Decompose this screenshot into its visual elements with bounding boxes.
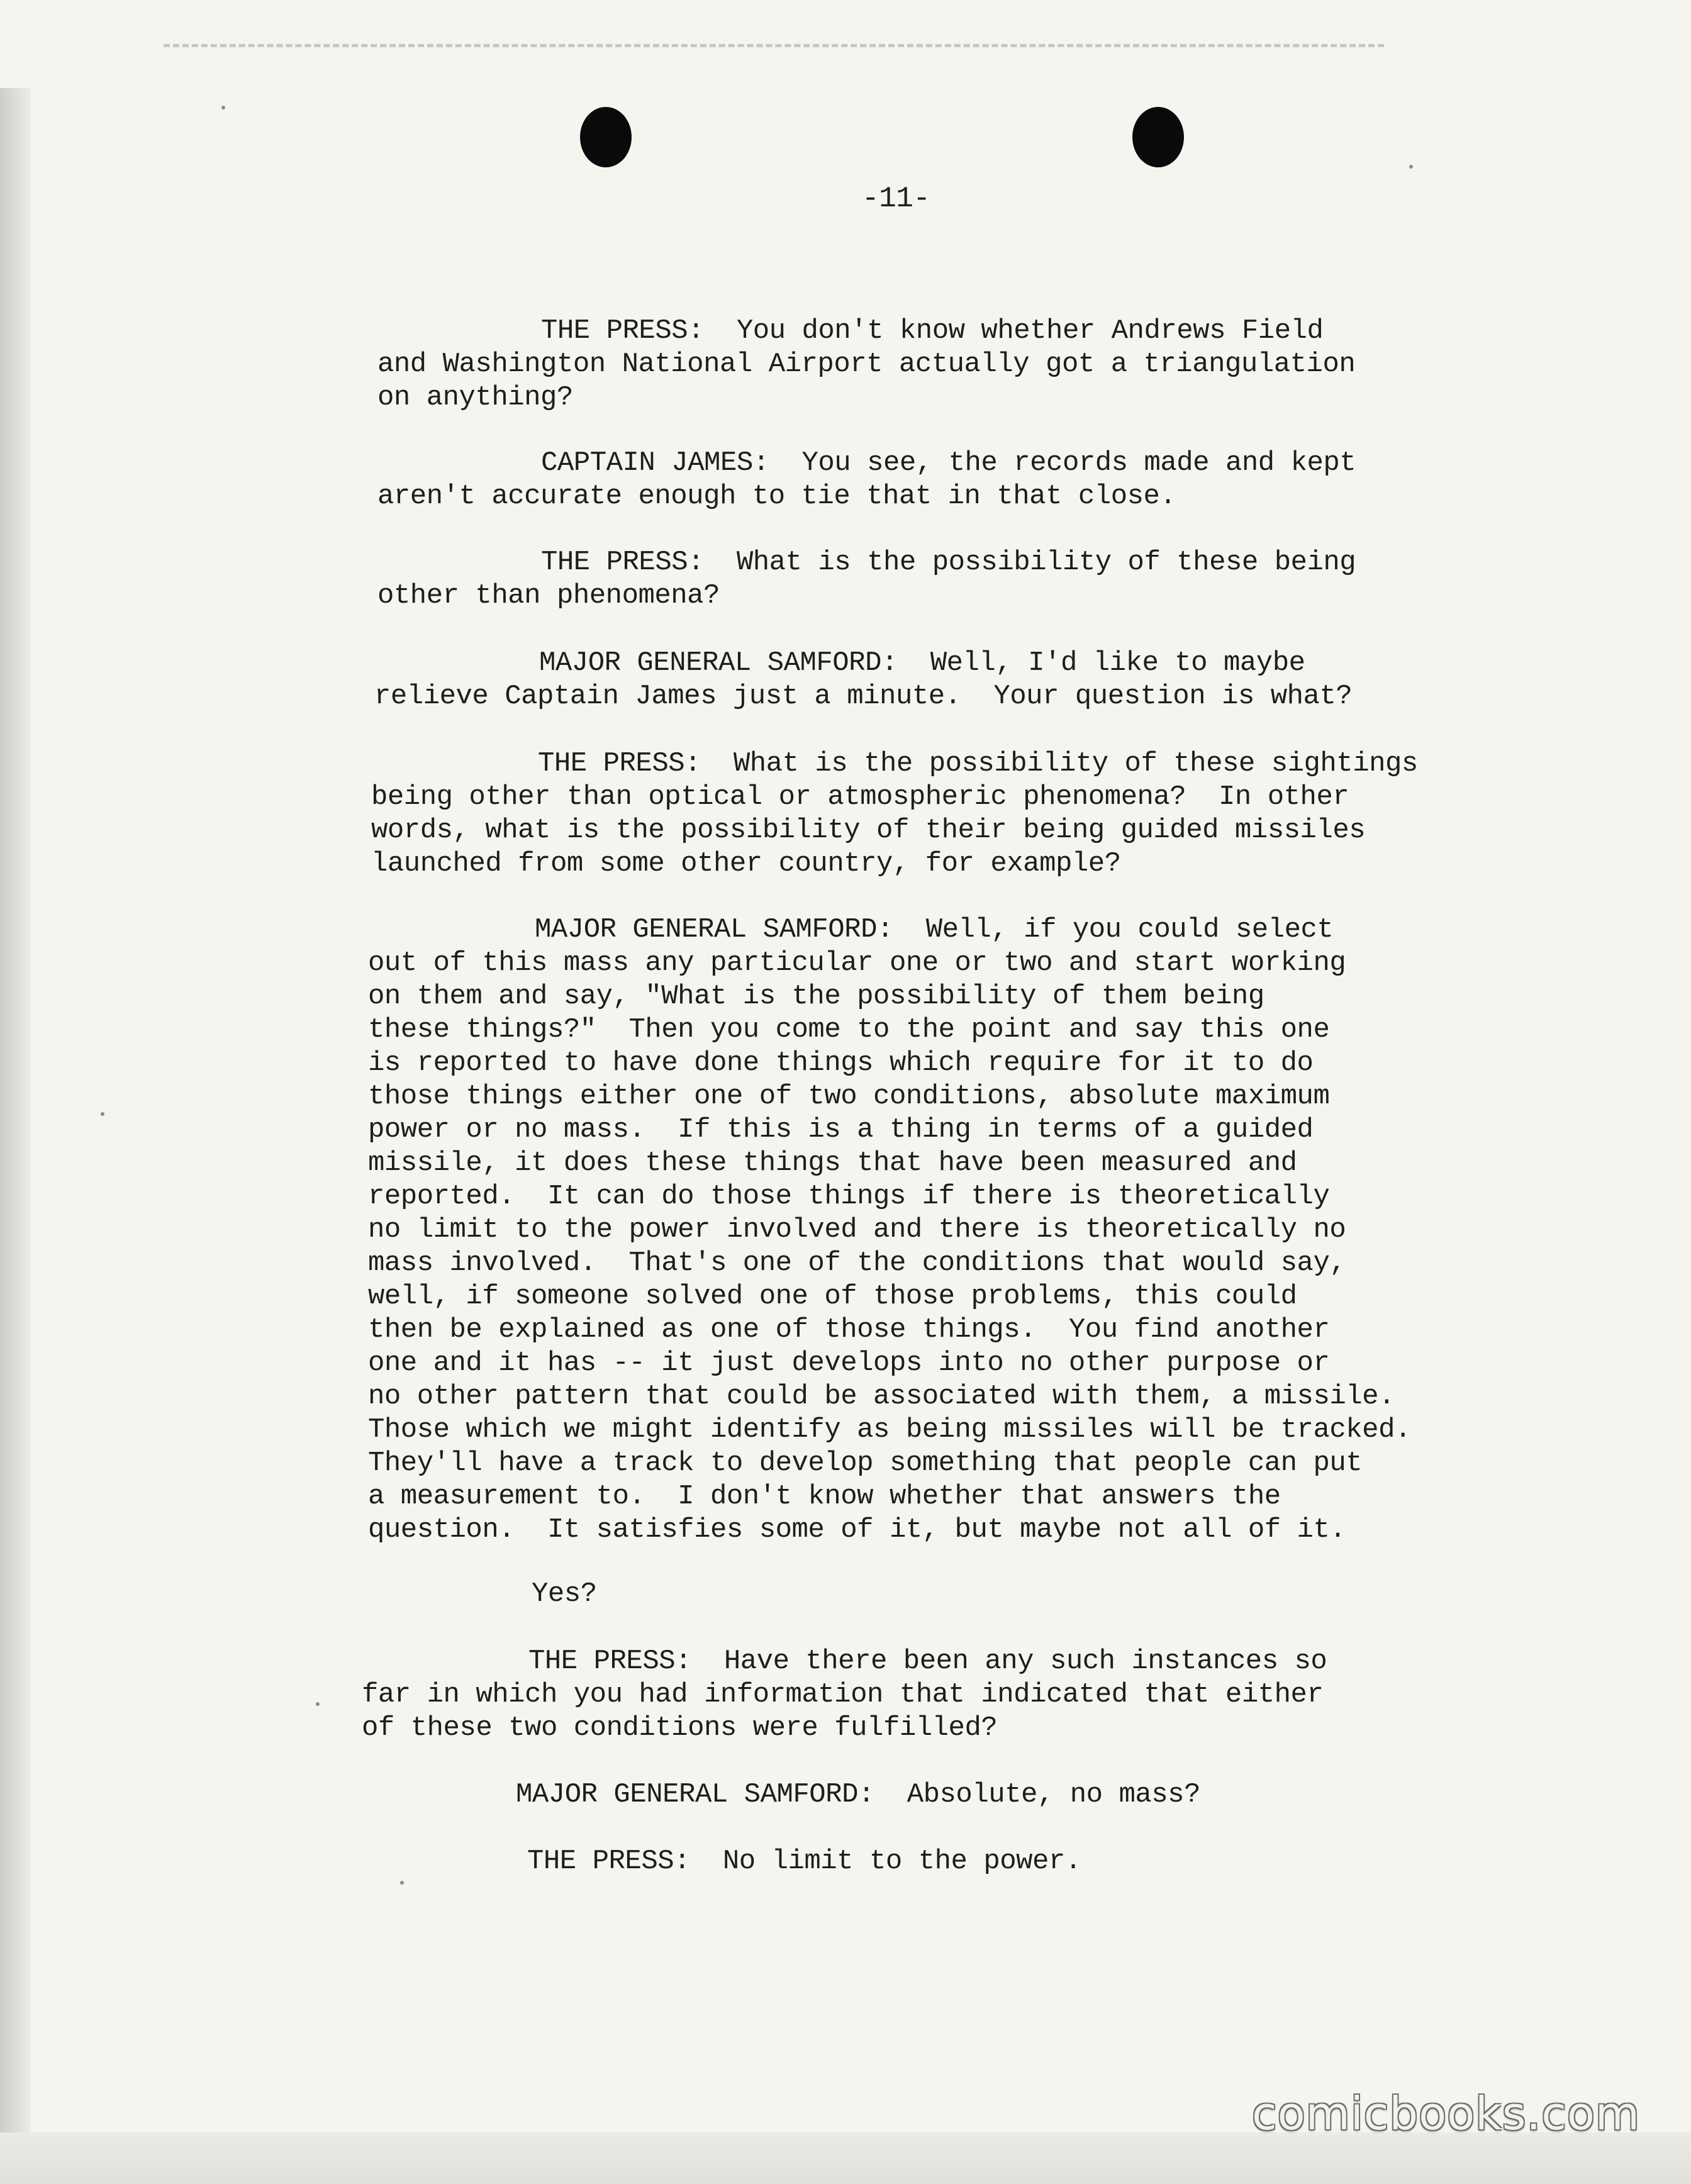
text-line: well, if someone solved one of those problems, this could xyxy=(368,1281,1297,1312)
text-line: no other pattern that could be associated with them, a missile. xyxy=(368,1381,1395,1412)
text-line: is reported to have done things which require for it to do xyxy=(368,1047,1314,1079)
text-line: far in which you had information that indicated that either xyxy=(362,1679,1324,1710)
text-line: THE PRESS: What is the possibility of these sightings xyxy=(538,748,1418,779)
text-line: aren't accurate enough to tie that in that close. xyxy=(377,481,1176,512)
transcript-paragraph xyxy=(374,647,1352,713)
scan-bottom-band xyxy=(0,2132,1691,2184)
text-line: those things either one of two conditions, absolute maximum xyxy=(368,1081,1330,1112)
text-line: being other than optical or atmospheric phenomena? In other xyxy=(371,781,1349,813)
text-line: Those which we might identify as being missiles will be tracked. xyxy=(368,1414,1411,1446)
transcript-paragraph xyxy=(377,447,1356,513)
scan-speck xyxy=(101,1112,104,1116)
text-line: no limit to the power involved and there is theoretically no xyxy=(368,1214,1346,1245)
watermark-text: comicbooks.com xyxy=(1252,2087,1641,2140)
text-line: power or no mass. If this is a thing in terms of a guided xyxy=(368,1114,1314,1145)
text-line: then be explained as one of those things. You find another xyxy=(368,1314,1330,1346)
text-line: THE PRESS: What is the possibility of these being xyxy=(541,547,1356,578)
text-line: on them and say, "What is the possibility of them being xyxy=(368,981,1264,1012)
text-line: words, what is the possibility of their being guided missiles xyxy=(371,815,1366,846)
text-line: reported. It can do those things if there is theoretically xyxy=(368,1181,1330,1212)
scan-speck xyxy=(400,1881,404,1885)
text-line: missile, it does these things that have been measured and xyxy=(368,1147,1297,1179)
text-line: THE PRESS: Have there been any such instances so xyxy=(528,1646,1327,1677)
text-line: relieve Captain James just a minute. Your question is what? xyxy=(374,681,1353,712)
scan-speck xyxy=(316,1702,320,1706)
scan-top-marks xyxy=(164,44,1384,56)
text-line: these things?" Then you come to the point and say this one xyxy=(368,1014,1330,1045)
transcript-paragraph xyxy=(377,546,1356,613)
scan-speck xyxy=(1409,165,1413,169)
scan-left-edge xyxy=(0,88,30,2184)
punch-hole-right xyxy=(1132,107,1184,167)
transcript-paragraph xyxy=(532,1578,597,1611)
text-line: out of this mass any particular one or two and start working xyxy=(368,947,1346,979)
text-line: other than phenomena? xyxy=(377,580,720,611)
transcript-paragraph xyxy=(371,747,1418,881)
text-line: CAPTAIN JAMES: You see, the records made and kept xyxy=(541,447,1356,479)
text-line: question. It satisfies some of it, but maybe not all of it. xyxy=(368,1514,1346,1546)
transcript-paragraph xyxy=(516,1778,1200,1812)
punch-hole-left xyxy=(580,107,632,167)
scan-speck xyxy=(221,106,225,109)
text-line: of these two conditions were fulfilled? xyxy=(362,1712,998,1744)
text-line: launched from some other country, for example? xyxy=(371,848,1121,879)
text-line: THE PRESS: You don't know whether Andrews Field xyxy=(541,315,1324,347)
text-line: one and it has -- it just develops into no other purpose or xyxy=(368,1347,1330,1379)
transcript-paragraph xyxy=(527,1845,1081,1878)
page-number: -11- xyxy=(862,182,930,215)
transcript-paragraph xyxy=(362,1645,1327,1745)
text-line: mass involved. That's one of the conditions that would say, xyxy=(368,1247,1346,1279)
transcript-paragraph xyxy=(368,913,1411,1547)
text-line: on anything? xyxy=(377,382,573,413)
text-line: MAJOR GENERAL SAMFORD: Absolute, no mass? xyxy=(516,1779,1200,1810)
text-line: a measurement to. I don't know whether that answers the xyxy=(368,1481,1281,1512)
text-line: THE PRESS: No limit to the power. xyxy=(527,1846,1081,1877)
text-line: and Washington National Airport actually got a triangulation xyxy=(377,348,1356,380)
text-line: They'll have a track to develop something that people can put xyxy=(368,1447,1363,1479)
text-line: Yes? xyxy=(532,1578,597,1610)
text-line: MAJOR GENERAL SAMFORD: Well, I'd like to maybe xyxy=(539,647,1305,679)
text-line: MAJOR GENERAL SAMFORD: Well, if you could select xyxy=(535,914,1334,945)
transcript-paragraph xyxy=(377,315,1355,415)
